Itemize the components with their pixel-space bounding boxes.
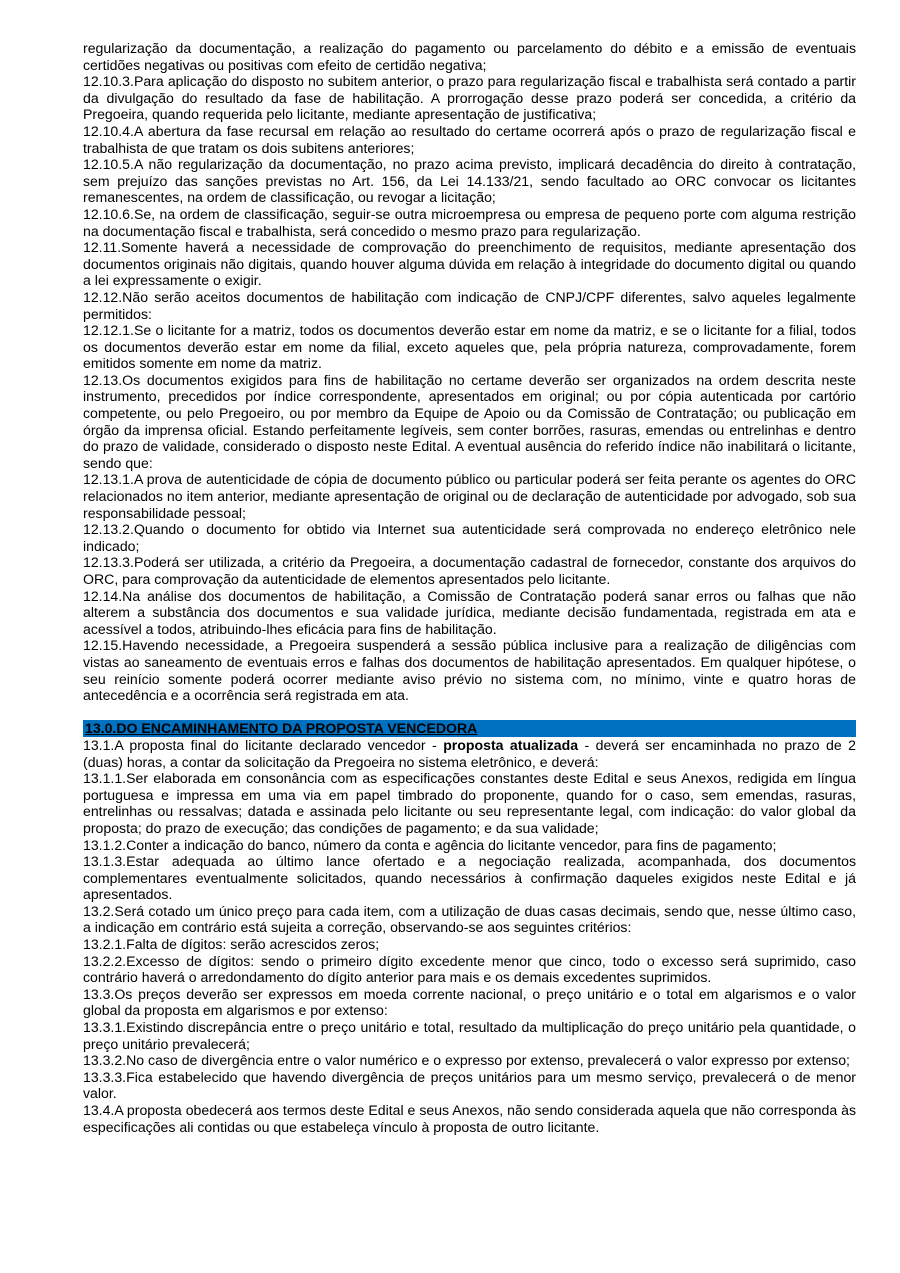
paragraph-12-10-6: 12.10.6.Se, na ordem de classificação, seguir-se outra microempresa ou empresa de pequeno porte com alguma restrição na documentação fiscal e trabalhista, será concedido o mesmo prazo para regularização. [83,205,856,239]
paragraph-13-3-3: 13.3.3.Fica estabelecido que havendo divergência de preços unitários para um mesmo serviço, prevalecerá o de menor valor. [83,1068,856,1102]
paragraph-12-14: 12.14.Na análise dos documentos de habilitação, a Comissão de Contratação poderá sanar erros ou falhas que não alterem a substância dos documentos e sua validade jurídica, mediante decisão fundamentada, registrada em ata e acessível a todos, atribuindo-lhes eficácia para fins de habilitação. [83,587,856,637]
paragraph-13-3-1: 13.3.1.Existindo discrepância entre o preço unitário e total, resultado da multiplicação do preço unitário pela quantidade, o preço unitário prevalecerá; [83,1019,856,1052]
section-heading-text: 13.0.DO ENCAMINHAMENTO DA PROPOSTA VENCEDORA [85,720,478,737]
paragraph-12-10-2-cont: regularização da documentação, a realização do pagamento ou parcelamento do débito e a emissão de eventuais certidões negativas ou positivas com efeito de certidão negativa; [83,40,856,73]
paragraph-13-2-2: 13.2.2.Excesso de dígitos: sendo o primeiro dígito excedente menor que cinco, todo o excesso será suprimido, caso contrário haverá o arredondamento do dígito anterior para mais e os demais excedentes suprimidos. [83,952,856,986]
paragraph-12-13-2: 12.13.2.Quando o documento for obtido via Internet sua autenticidade será comprovada no endereço eletrônico nele indicado; [83,521,856,554]
section-spacer [83,704,856,721]
paragraph-13-2-1: 13.2.1.Falta de dígitos: serão acrescidos zeros; [83,936,380,953]
paragraph-13-4: 13.4.A proposta obedecerá aos termos deste Edital e seus Anexos, não sendo considerada aquela que não corresponda às especificações ali contidas ou que estabeleça vínculo à proposta de outro licitante. [83,1102,856,1135]
paragraph-13-1-bold: proposta atualizada [443,736,579,753]
paragraph-12-13-1: 12.13.1.A prova de autenticidade de cópia de documento público ou particular poderá ser feita perante os agentes do ORC relacionados no item anterior, mediante apresentação de original ou de declaração de autenticidade por advogado, sob sua responsabilidade pessoal; [83,471,856,521]
paragraph-12-13-3: 12.13.3.Poderá ser utilizada, a critério da Pregoeira, a documentação cadastral de fornecedor, constante dos arquivos do ORC, para comprovação da autenticidade de elementos apresentados pelo licitante. [83,554,856,587]
paragraph-13-1 [83,737,856,770]
paragraph-13-3-2: 13.3.2.No caso de divergência entre o valor numérico e o expresso por extenso, prevalecerá o valor expresso por extenso; [83,1052,850,1069]
paragraph-12-10-3: 12.10.3.Para aplicação do disposto no subitem anterior, o prazo para regularização fiscal e trabalhista será contado a partir da divulgação do resultado da fase de habilitação. A prorrogação desse prazo poderá ser concedida, a critério da Pregoeira, quando requerida pelo licitante, mediante apresentação de justificativa; [83,73,856,123]
document-page [83,40,856,1135]
paragraph-13-1-1: 13.1.1.Ser elaborada em consonância com as especificações constantes deste Edital e seus Anexos, redigida em língua portuguesa e impressa em uma via em papel timbrado do proponente, quando for o caso, sem emendas, rasuras, entrelinhas ou ressalvas; datada e assinada pelo licitante ou seu representante legal, com indicação: do valor global da proposta; do prazo de execução; das condições de pagamento; e da sua validade; [83,770,856,836]
paragraph-12-13: 12.13.Os documentos exigidos para fins de habilitação no certame deverão ser organizados na ordem descrita neste instrumento, precedidos por índice correspondente, apresentados em original; ou por cópia autenticada por cartório competente, ou pelo Pregoeiro, ou por membro da Equipe de Apoio ou da Comissão de Contratação; ou publicação em órgão da imprensa oficial. Estando perfeitamente legíveis, sem conter borrões, rasuras, emendas ou entrelinhas e dentro do prazo de validade, considerado o disposto neste Edital. A eventual ausência do referido índice não inabilitará o licitante, sendo que: [83,371,856,471]
paragraph-12-15: 12.15.Havendo necessidade, a Pregoeira suspenderá a sessão pública inclusive para a realização de diligências com vistas ao saneamento de eventuais erros e falhas dos documentos de habilitação apresentados. Em qualquer hipótese, o seu reinício somente poderá ocorrer mediante aviso prévio no sistema com, no mínimo, vinte e quatro horas de antecedência e a ocorrência será registrada em ata. [83,637,856,704]
paragraph-12-12-1: 12.12.1.Se o licitante for a matriz, todos os documentos deverão estar em nome da matriz, e se o licitante for a filial, todos os documentos deverão estar em nome da filial, exceto aqueles que, pela própria natureza, comprovadamente, forem emitidos somente em nome da matriz. [83,322,856,372]
paragraph-13-1-after: - deverá ser encaminhada no prazo de 2 (duas) horas, a contar da solicitação da Pregoeira no sistema eletrônico, e deverá: [83,736,856,770]
paragraph-13-1-2: 13.1.2.Conter a indicação do banco, número da conta e agência do licitante vencedor, para fins de pagamento; [83,836,777,853]
paragraph-12-12: 12.12.Não serão aceitos documentos de habilitação com indicação de CNPJ/CPF diferentes, salvo aqueles legalmente permitidos: [83,288,856,322]
paragraph-13-2: 13.2.Será cotado um único preço para cada item, com a utilização de duas casas decimais, sendo que, nesse último caso, a indicação em contrário está sujeita a correção, observando-se aos seguintes critérios: [83,902,856,936]
paragraph-12-10-5: 12.10.5.A não regularização da documentação, no prazo acima previsto, implicará decadência do direito à contratação, sem prejuízo das sanções previstas no Art. 156, da Lei 14.133/21, sendo facultado ao ORC convocar os licitantes remanescentes, na ordem de classificação, ou revogar a licitação; [83,156,856,206]
paragraph-12-10-4: 12.10.4.A abertura da fase recursal em relação ao resultado do certame ocorrerá após o prazo de regularização fiscal e trabalhista de que tratam os dois subitens anteriores; [83,122,856,156]
paragraph-13-3: 13.3.Os preços deverão ser expressos em moeda corrente nacional, o preço unitário e o total em algarismos e o valor global da proposta em algarismos e por extenso: [83,985,856,1019]
section-heading-13 [83,720,856,737]
paragraph-13-1-before: 13.1.A proposta final do licitante declarado vencedor - [83,736,444,753]
paragraph-12-11: 12.11.Somente haverá a necessidade de comprovação do preenchimento de requisitos, mediante apresentação dos documentos originais não digitais, quando houver alguma dúvida em relação à integridade do documento digital ou quando a lei expressamente o exigir. [83,239,856,289]
paragraph-13-1-3: 13.1.3.Estar adequada ao último lance ofertado e a negociação realizada, acompanhada, dos documentos complementares eventualmente solicitados, quando necessários à confirmação daqueles exigidos neste Edital e já apresentados. [83,853,856,903]
